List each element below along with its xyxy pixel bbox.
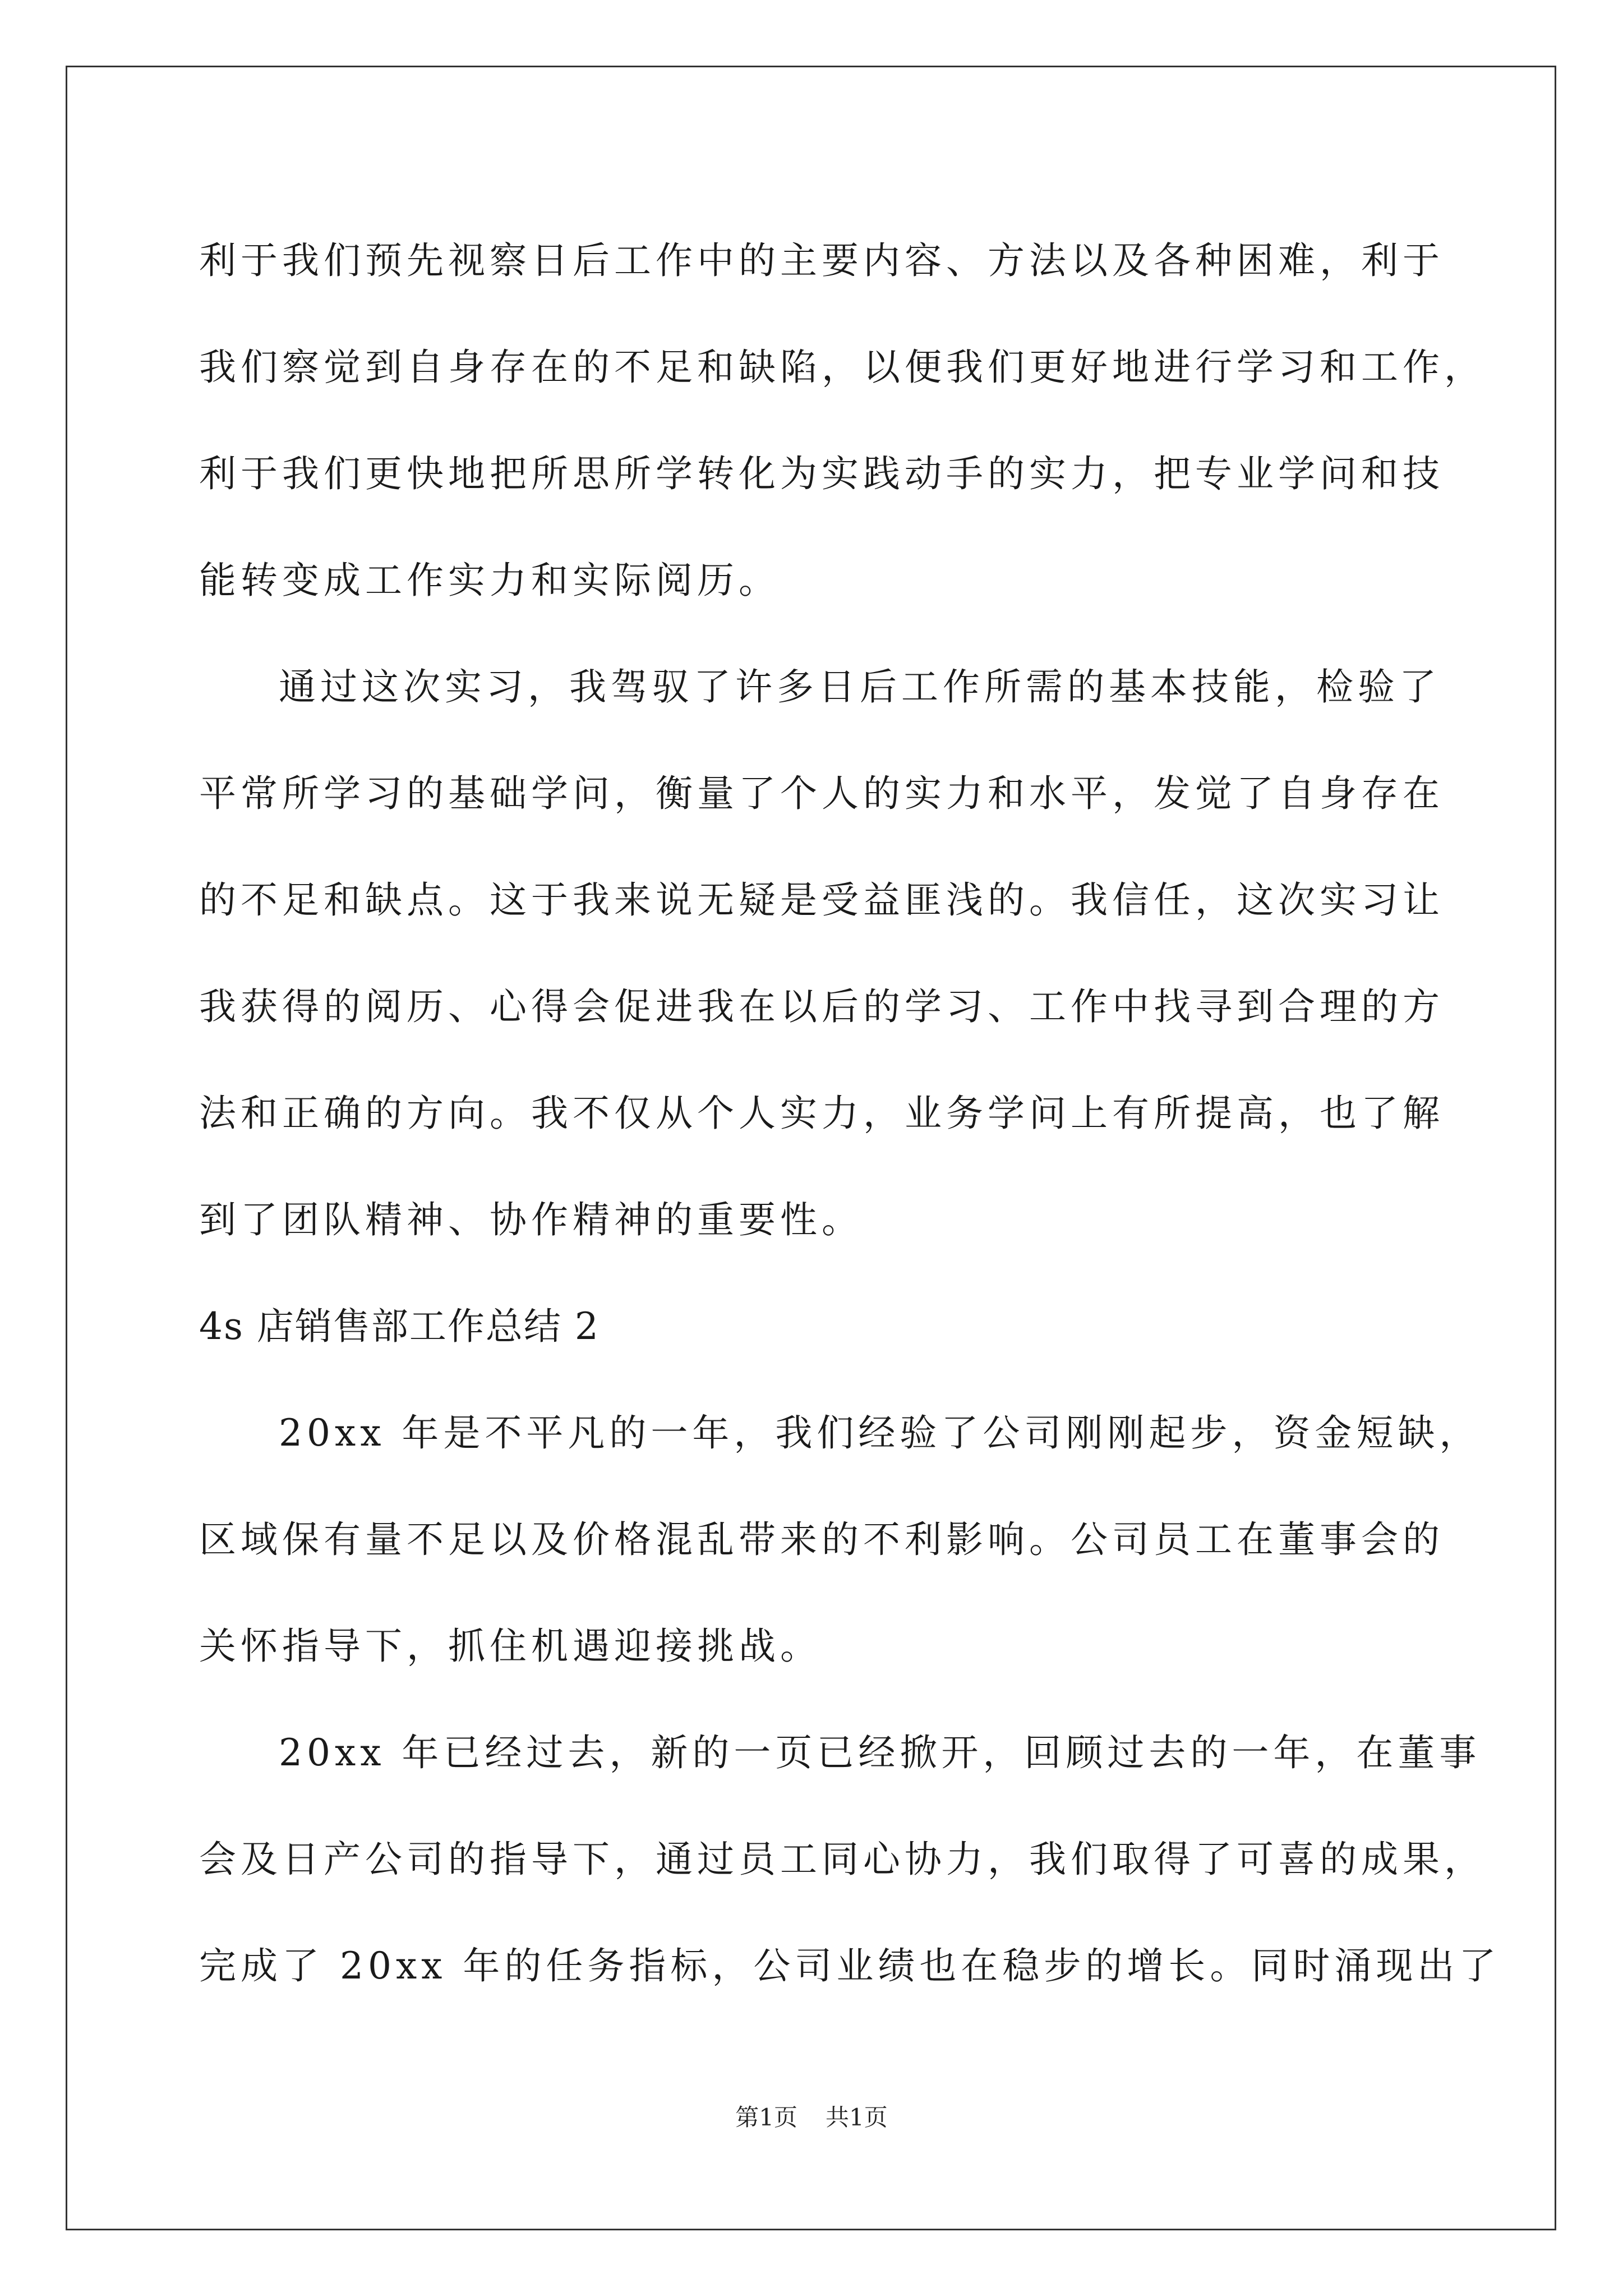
page-footer: [0, 2101, 1623, 2134]
text-line: 区域保有量不足以及价格混乱带来的不利影响。公司员工在董事会的: [199, 1518, 1444, 1561]
text-line: 能转变成工作实力和实际阅历。: [199, 559, 780, 602]
paragraph-first-line: 20xx 年已经过去，新的一页已经掀开，回顾过去的一年，在董事: [279, 1731, 1481, 1774]
text-line: 关怀指导下，抓住机遇迎接挑战。: [199, 1625, 822, 1668]
document-body: [199, 208, 1501, 2019]
page-number: 第1页: [735, 2104, 797, 2131]
text-line: 法和正确的方向。我不仅从个人实力，业务学问上有所提高，也了解: [199, 1092, 1444, 1135]
text-line: 利于我们预先视察日后工作中的主要内容、方法以及各种困难，利于: [199, 239, 1444, 282]
text-line: 我们察觉到自身存在的不足和缺陷，以便我们更好地进行学习和工作，: [199, 346, 1486, 389]
paragraph-first-line: 20xx 年是不平凡的一年，我们经验了公司刚刚起步，资金短缺，: [279, 1411, 1481, 1455]
text-line: 会及日产公司的指导下，通过员工同心协力，我们取得了可喜的成果，: [199, 1838, 1486, 1881]
text-line: 利于我们更快地把所思所学转化为实践动手的实力，把专业学问和技: [199, 452, 1444, 495]
text-line: 的不足和缺点。这于我来说无疑是受益匪浅的。我信任，这次实习让: [199, 878, 1444, 922]
page-total: 共1页: [826, 2104, 888, 2131]
section-heading: 4s 店销售部工作总结 2: [199, 1305, 600, 1348]
text-line: 平常所学习的基础学问，衡量了个人的实力和水平，发觉了自身存在: [199, 772, 1444, 815]
text-line: 我获得的阅历、心得会促进我在以后的学习、工作中找寻到合理的方: [199, 985, 1444, 1028]
text-line: 到了团队精神、协作精神的重要性。: [199, 1198, 863, 1241]
text-line: 完成了 20xx 年的任务指标，公司业绩也在稳步的增长。同时涌现出了: [199, 1944, 1501, 1987]
paragraph-first-line: 通过这次实习，我驾驭了许多日后工作所需的基本技能，检验了: [279, 665, 1441, 708]
